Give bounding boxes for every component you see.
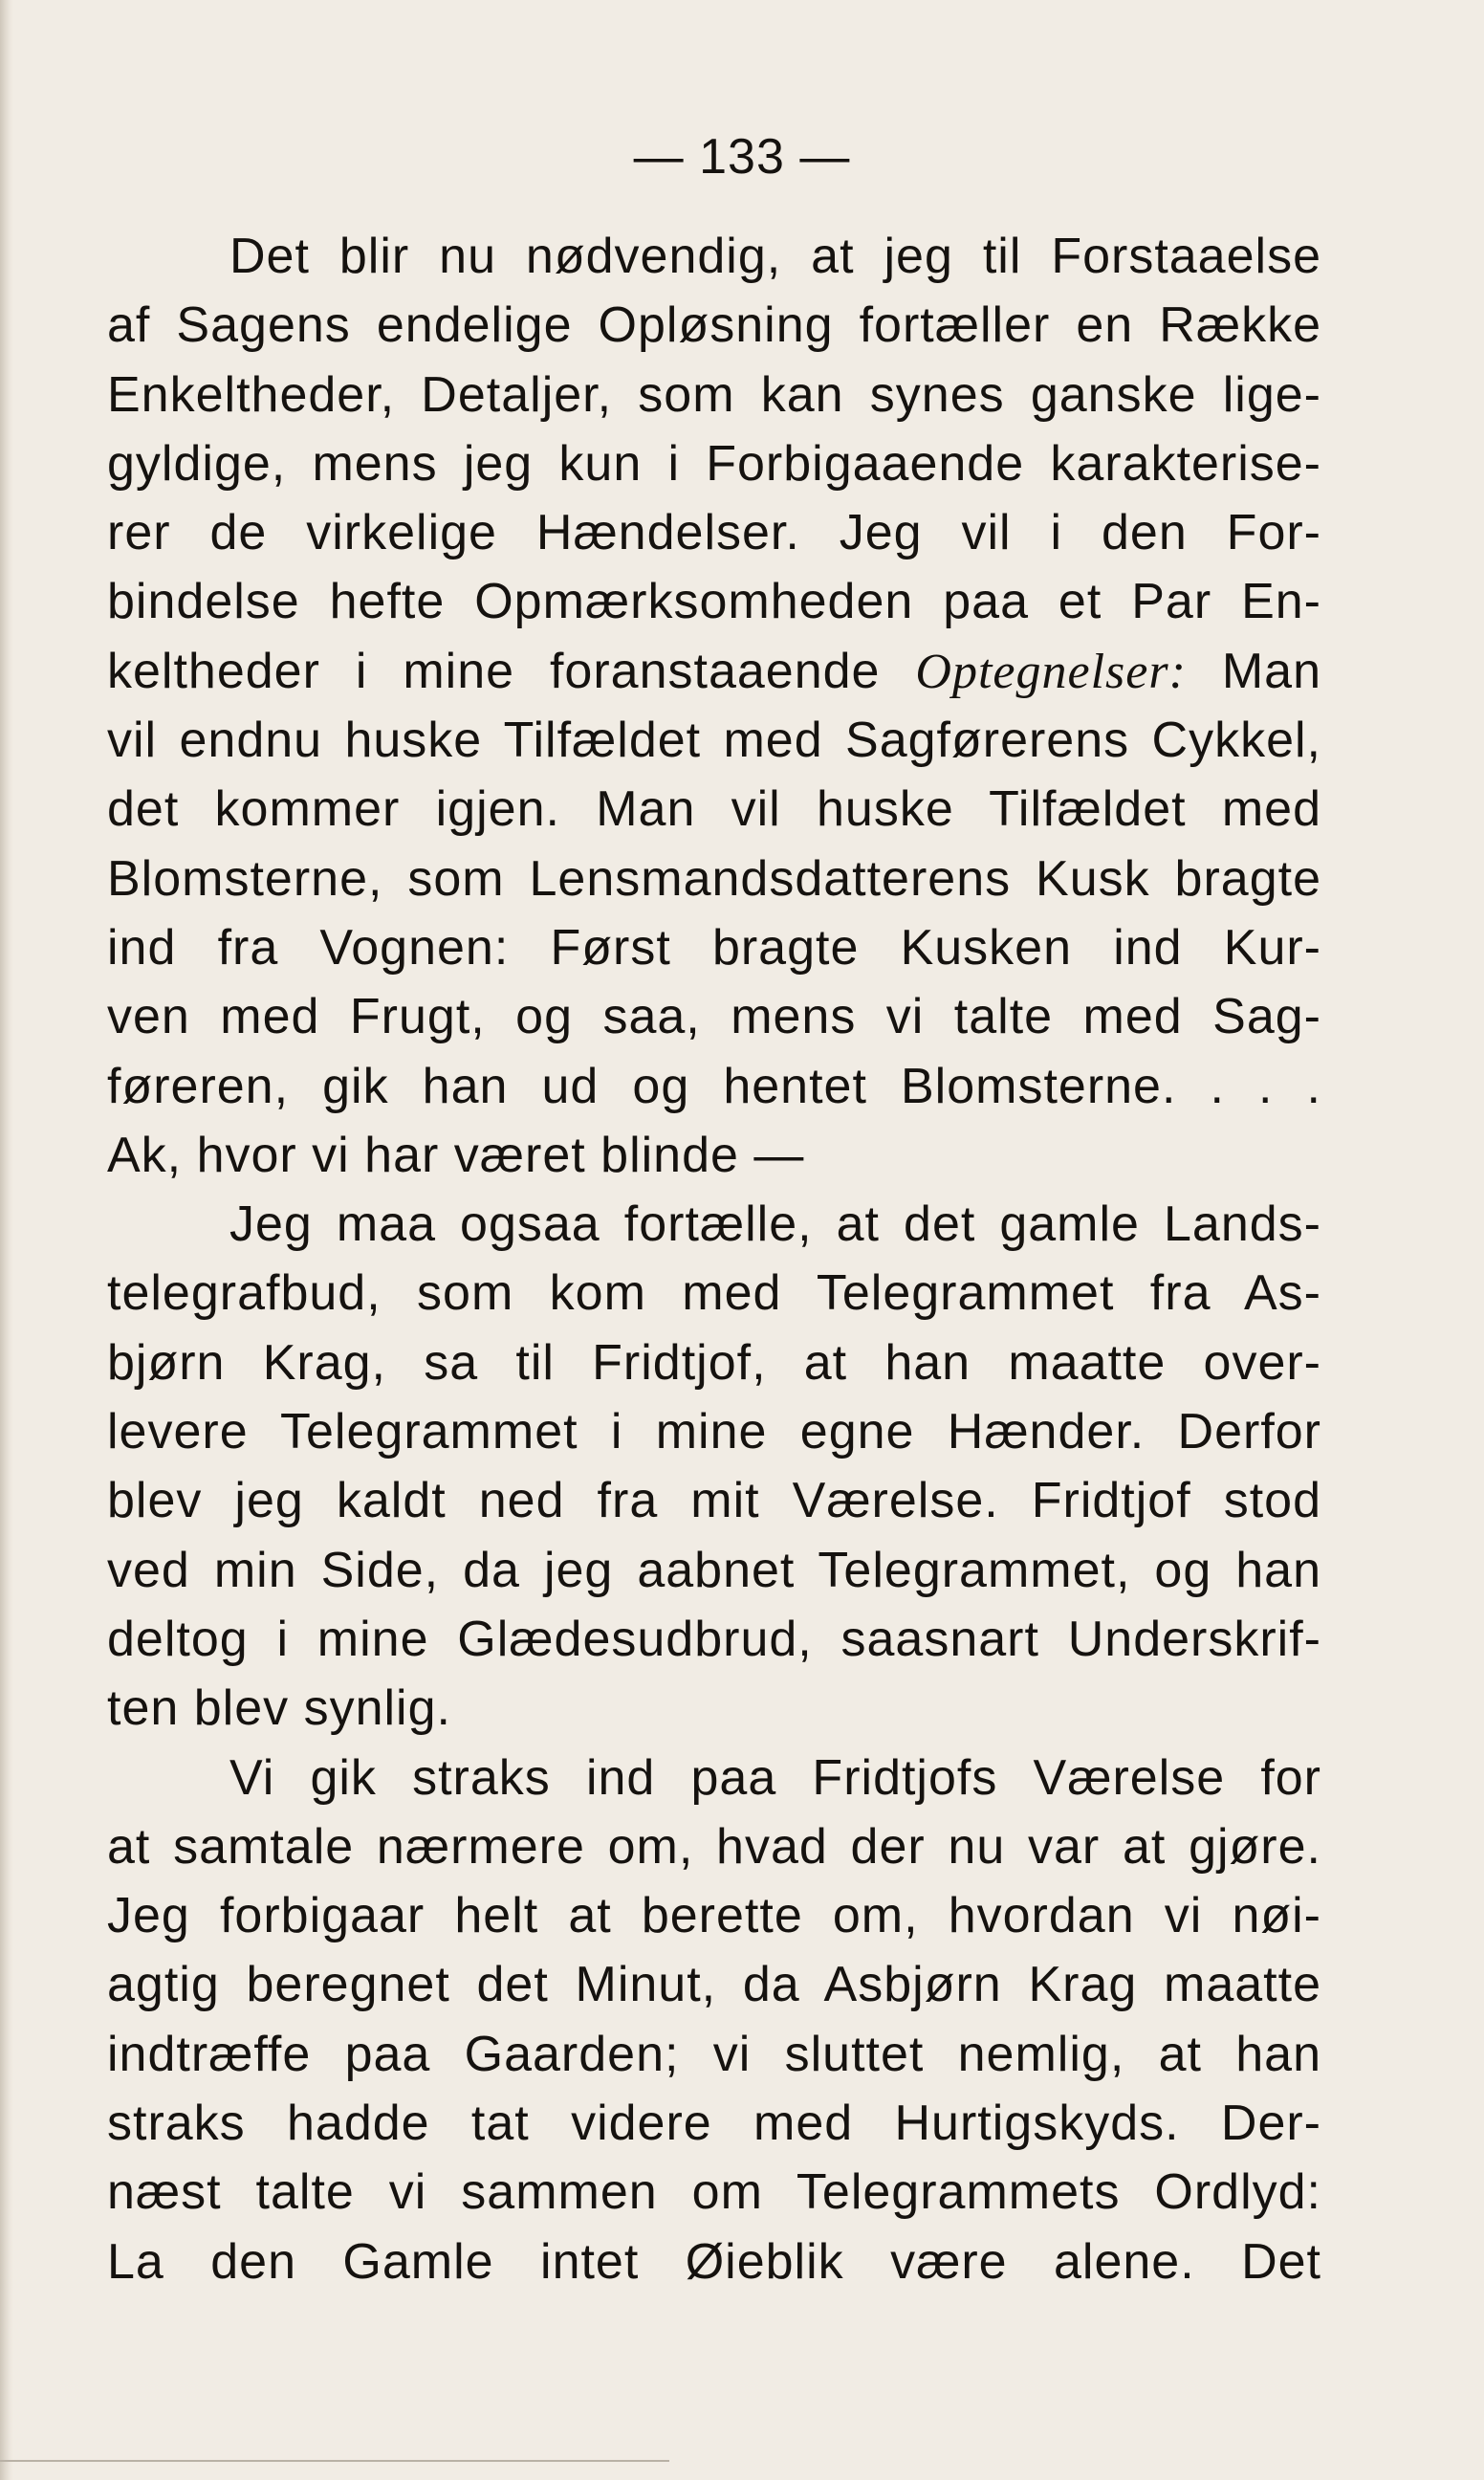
page-bottom-edge <box>0 2460 669 2462</box>
text-line <box>107 637 1321 706</box>
text-line: Det blir nu nødvendig, at jeg til Forstaaelse <box>229 229 1321 284</box>
text-line: vil endnu huske Tilfældet med Sagførerens Cykkel, <box>107 713 1321 769</box>
text-line: agtig beregnet det Minut, da Asbjørn Krag maatte <box>107 1957 1321 2013</box>
text-line: ved min Side, da jeg aabnet Telegrammet, og han <box>107 1542 1321 1598</box>
body-text <box>107 222 1321 2296</box>
text-span: keltheder i mine foranstaaende <box>107 643 916 699</box>
text-line: bjørn Krag, sa til Fridtjof, at han maatte over- <box>107 1334 1321 1391</box>
page-gutter-shadow <box>0 0 13 2480</box>
text-line: det kommer igjen. Man vil huske Tilfældet med <box>107 781 1321 838</box>
text-line: straks hadde tat videre med Hurtigskyds. Der- <box>107 2096 1321 2152</box>
text-line: ind fra Vognen: Først bragte Kusken ind Kur- <box>107 919 1321 976</box>
text-line: Vi gik straks ind paa Fridtjofs Værelse for <box>229 1749 1321 1806</box>
text-line: Jeg maa ogsaa fortælle, at det gamle Lands- <box>229 1196 1321 1253</box>
text-line: indtræffe paa Gaarden; vi sluttet nemlig, at han <box>107 2026 1321 2082</box>
text-line: at samtale nærmere om, hvad der nu var at gjøre. <box>107 1818 1321 1875</box>
text-line: ten blev synlig. <box>107 1680 451 1737</box>
text-line: føreren, gik han ud og hentet Blomsterne. . . . <box>107 1058 1321 1114</box>
text-line: levere Telegrammet i mine egne Hænder. Derfor <box>107 1404 1321 1460</box>
text-line: næst talte vi sammen om Telegrammets Ordlyd: <box>107 2164 1321 2221</box>
text-line: Blomsterne, som Lensmandsdatterens Kusk bragte <box>107 850 1321 907</box>
page-number: — 133 — <box>633 129 851 185</box>
text-line: bindelse hefte Opmærksomheden paa et Par En- <box>107 574 1321 630</box>
text-line: Enkeltheder, Detaljer, som kan synes ganske lige- <box>107 366 1321 423</box>
text-line: blev jeg kaldt ned fra mit Værelse. Fridtjof stod <box>107 1473 1321 1529</box>
text-span: Man <box>1186 643 1321 699</box>
text-line: gyldige, mens jeg kun i Forbigaaende karakterise- <box>107 435 1321 492</box>
text-line: deltog i mine Glædesudbrud, saasnart Underskrif- <box>107 1611 1321 1667</box>
text-line: La den Gamle intet Øieblik være alene. Det <box>107 2233 1321 2290</box>
italic-text: Optegnelser: <box>915 644 1187 699</box>
text-line: telegrafbud, som kom med Telegrammet fra As- <box>107 1265 1321 1322</box>
text-line: Jeg forbigaar helt at berette om, hvordan vi nøi- <box>107 1888 1321 1944</box>
text-line: rer de virkelige Hændelser. Jeg vil i den For- <box>107 505 1321 561</box>
text-line: Ak, hvor vi har været blinde — <box>107 1127 805 1183</box>
text-line: af Sagens endelige Opløsning fortæller en Række <box>107 297 1321 354</box>
text-line: ven med Frugt, og saa, mens vi talte med Sag- <box>107 989 1321 1045</box>
